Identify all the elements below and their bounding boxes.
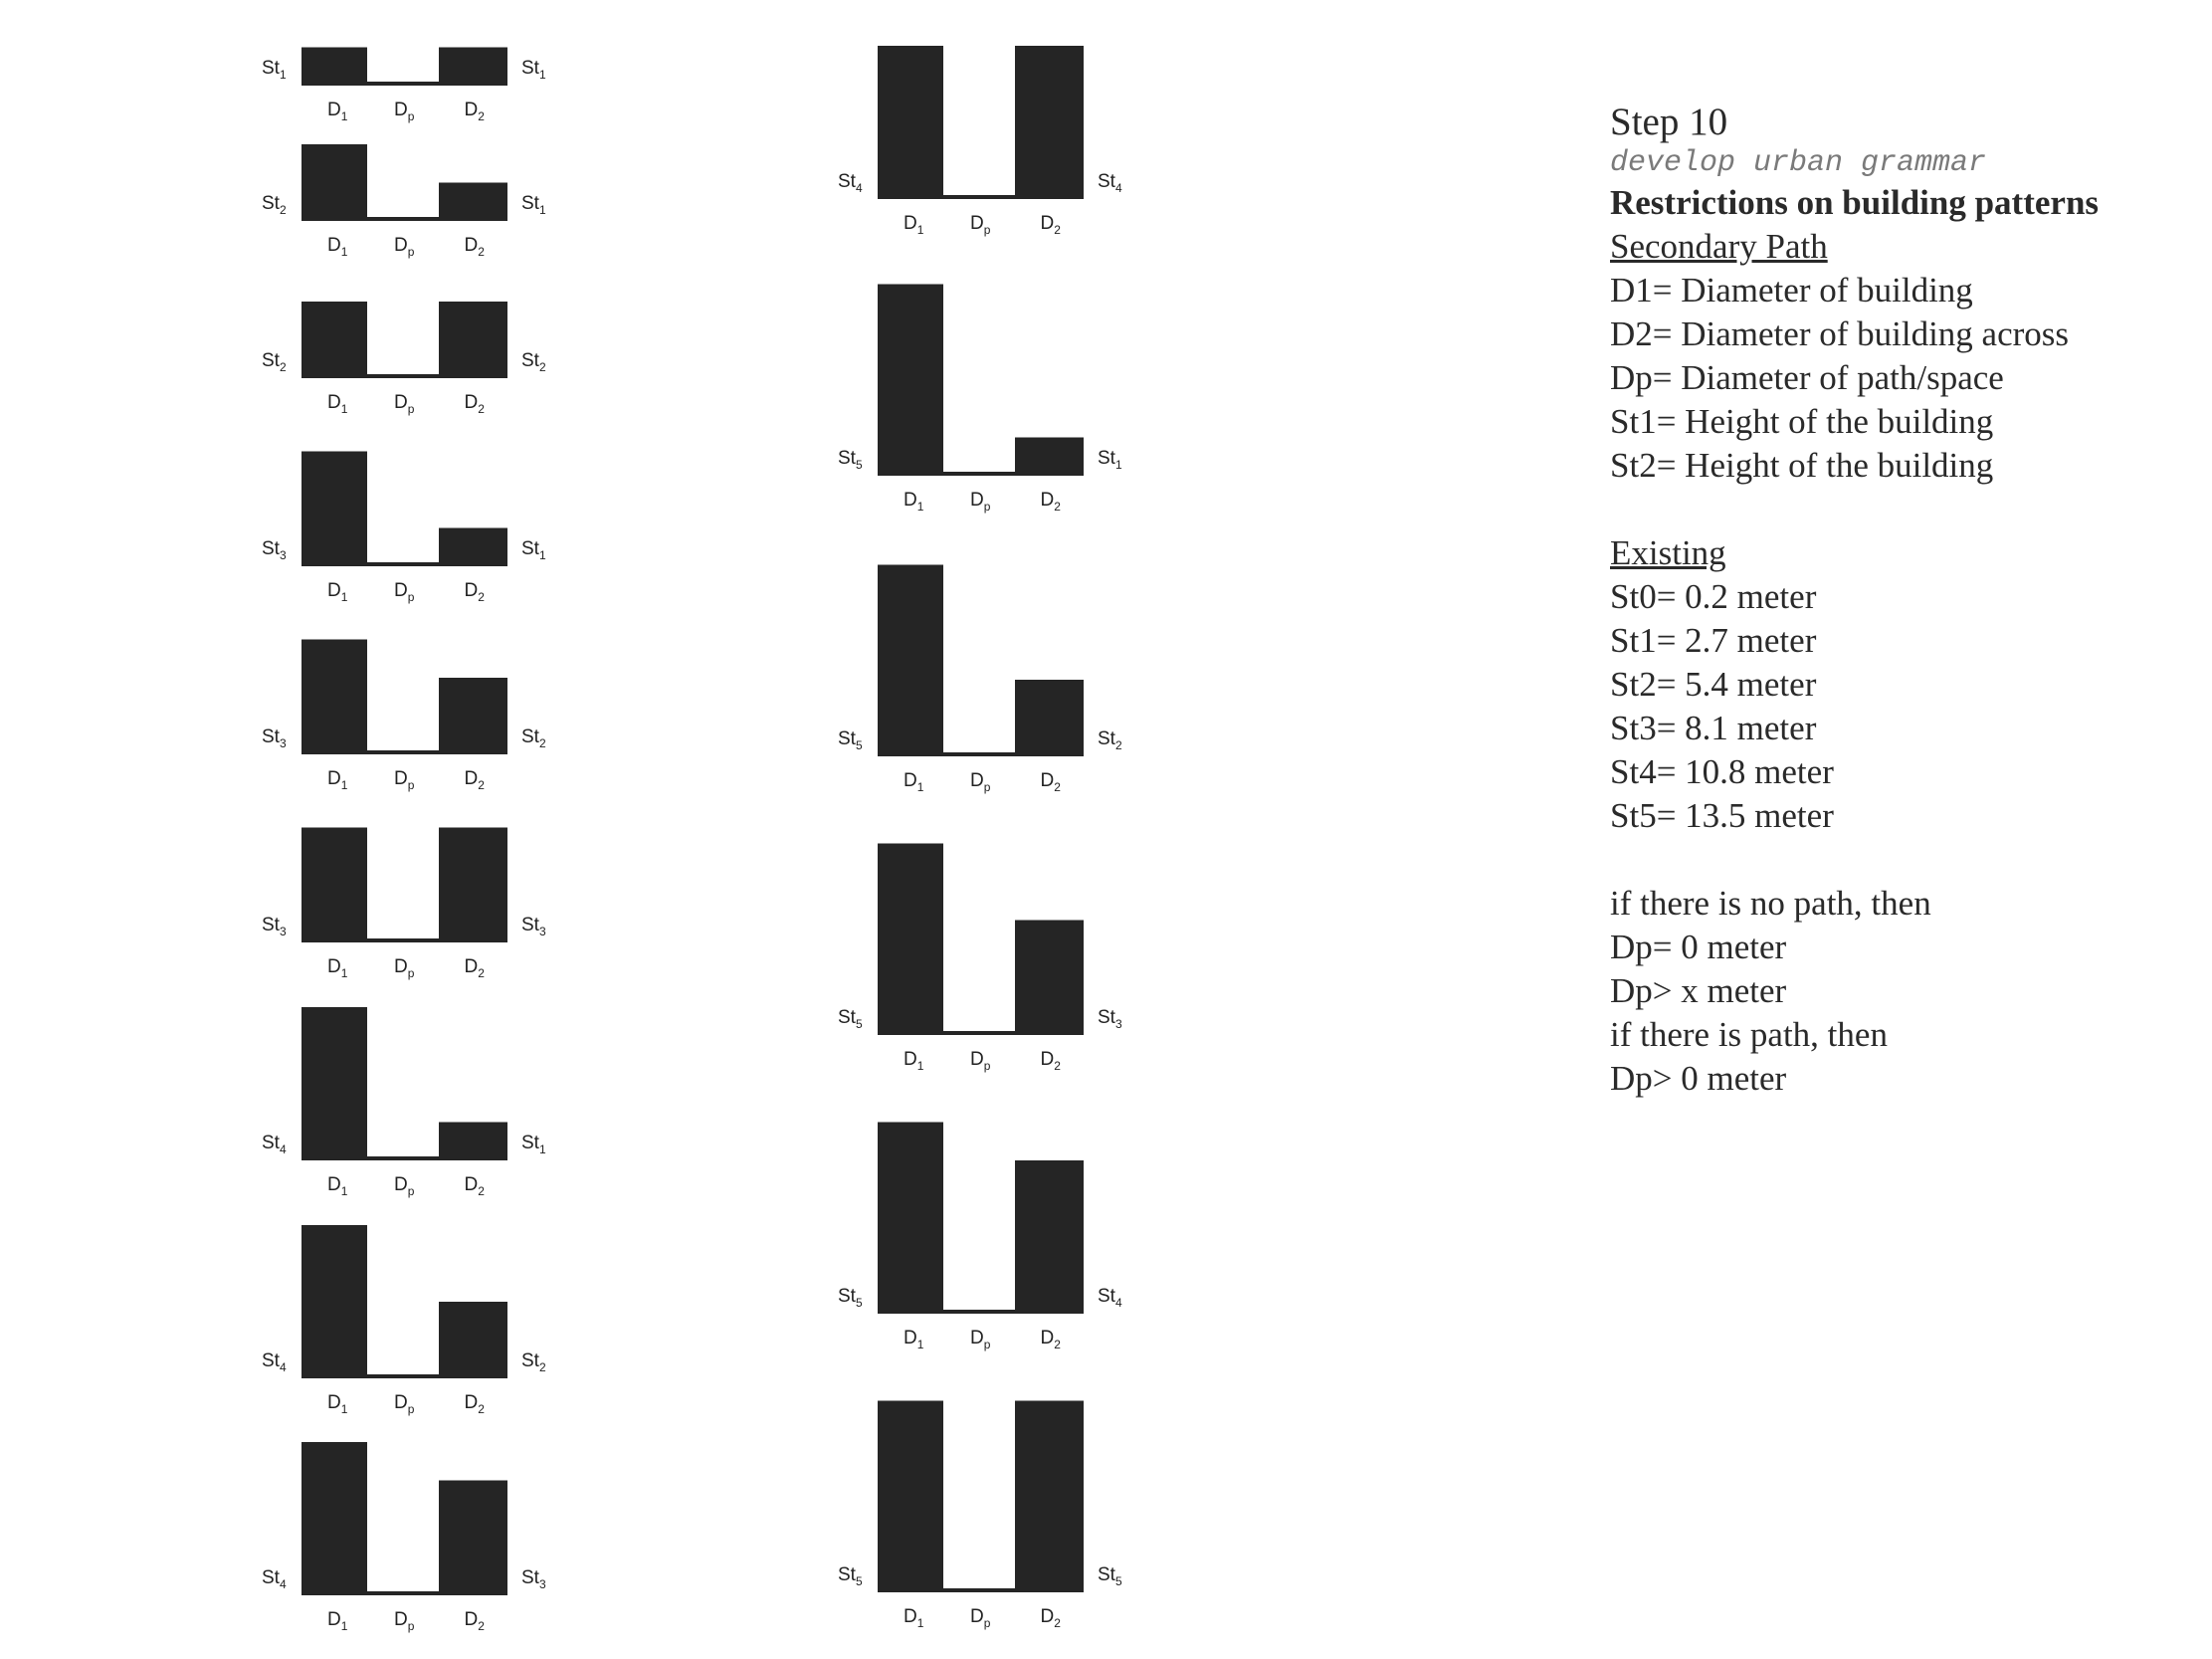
- left-height-label: $St_4$: [838, 171, 863, 195]
- building-pattern: [262, 144, 546, 259]
- left-height-label: $St_3$: [262, 726, 287, 750]
- path-ground: [367, 1374, 439, 1378]
- d2-label: $D_2$: [1040, 1049, 1061, 1073]
- path-ground: [943, 1031, 1015, 1035]
- left-building: [878, 1123, 943, 1315]
- right-building: [439, 828, 507, 943]
- d1-label: $D_1$: [904, 1606, 924, 1630]
- left-building: [302, 1442, 367, 1595]
- dp-label: $D_p$: [394, 956, 415, 980]
- height-line: St2= 5.4 meter: [1610, 665, 1817, 704]
- secondary-path-group: [1610, 225, 2197, 488]
- d2-label: $D_2$: [464, 580, 485, 604]
- d2-label: $D_2$: [1040, 490, 1061, 514]
- building-pattern: [262, 640, 546, 793]
- d1-label: $D_1$: [327, 1392, 348, 1416]
- condition-line: Dp> x meter: [1610, 971, 1787, 1010]
- left-building: [302, 144, 367, 221]
- d1-label: $D_1$: [327, 580, 348, 604]
- dp-label: $D_p$: [970, 490, 991, 514]
- path-ground: [367, 82, 439, 86]
- left-height-label: $St_5$: [838, 448, 863, 472]
- path-ground: [943, 1310, 1015, 1314]
- d1-label: $D_1$: [327, 956, 348, 980]
- left-height-label: $St_2$: [262, 350, 287, 374]
- d1-label: $D_1$: [904, 1049, 924, 1073]
- left-height-label: $St_5$: [838, 1007, 863, 1031]
- building-pattern: [838, 285, 1122, 515]
- left-building: [878, 46, 943, 199]
- dp-label: $D_p$: [394, 1609, 415, 1633]
- left-height-label: $St_5$: [838, 728, 863, 752]
- dp-label: $D_p$: [970, 1606, 991, 1630]
- definition-line: D2= Diameter of building across: [1610, 314, 2070, 353]
- condition-line: if there is no path, then: [1610, 884, 1931, 923]
- path-ground: [943, 472, 1015, 476]
- dp-label: $D_p$: [394, 392, 415, 416]
- right-height-label: $St_1$: [521, 58, 546, 82]
- dp-label: $D_p$: [394, 100, 415, 123]
- d2-label: $D_2$: [1040, 213, 1061, 237]
- left-building: [302, 302, 367, 378]
- left-height-label: $St_5$: [838, 1564, 863, 1588]
- building-pattern: [262, 452, 546, 605]
- path-ground: [367, 938, 439, 942]
- dp-label: $D_p$: [970, 770, 991, 794]
- d2-label: $D_2$: [464, 1392, 485, 1416]
- building-pattern: [838, 565, 1122, 795]
- right-building: [439, 302, 507, 378]
- left-building: [302, 1225, 367, 1378]
- path-ground: [367, 750, 439, 754]
- right-height-label: $St_2$: [521, 350, 546, 374]
- path-ground: [943, 1588, 1015, 1592]
- condition-line: Dp> 0 meter: [1610, 1059, 1787, 1098]
- condition-line: Dp= 0 meter: [1610, 928, 1787, 966]
- right-building: [1015, 921, 1084, 1036]
- right-height-label: $St_2$: [1098, 728, 1122, 752]
- path-ground: [367, 217, 439, 221]
- d1-label: $D_1$: [904, 770, 924, 794]
- d2-label: $D_2$: [464, 392, 485, 416]
- height-line: St1= 2.7 meter: [1610, 621, 1817, 660]
- right-building: [1015, 46, 1084, 199]
- right-building: [1015, 680, 1084, 756]
- left-height-label: $St_4$: [262, 1567, 287, 1591]
- left-building: [878, 565, 943, 757]
- right-building: [1015, 438, 1084, 477]
- height-line: St3= 8.1 meter: [1610, 709, 1817, 747]
- step-title: Step 10: [1610, 101, 1728, 143]
- definition-line: St2= Height of the building: [1610, 446, 1994, 485]
- left-height-label: $St_1$: [262, 58, 287, 82]
- right-building: [1015, 1401, 1084, 1593]
- existing-heading: Existing: [1610, 533, 1726, 572]
- path-ground: [367, 1591, 439, 1595]
- right-height-label: $St_4$: [1098, 171, 1122, 195]
- building-pattern: [262, 1442, 546, 1633]
- building-pattern: [838, 1123, 1122, 1352]
- right-building: [439, 48, 507, 87]
- path-ground: [943, 752, 1015, 756]
- left-building: [878, 844, 943, 1036]
- right-height-label: $St_3$: [521, 915, 546, 938]
- left-height-label: $St_4$: [262, 1350, 287, 1374]
- right-height-label: $St_3$: [1098, 1007, 1122, 1031]
- building-pattern: [262, 1225, 546, 1416]
- d2-label: $D_2$: [464, 235, 485, 259]
- left-building: [878, 285, 943, 477]
- d2-label: $D_2$: [464, 768, 485, 792]
- left-building: [302, 828, 367, 943]
- left-height-label: $St_5$: [838, 1286, 863, 1310]
- left-height-label: $St_3$: [262, 915, 287, 938]
- right-height-label: $St_5$: [1098, 1564, 1122, 1588]
- right-building: [439, 1481, 507, 1596]
- d1-label: $D_1$: [327, 235, 348, 259]
- d1-label: $D_1$: [904, 1328, 924, 1351]
- right-building: [439, 1302, 507, 1378]
- condition-line: if there is path, then: [1610, 1015, 1888, 1054]
- right-building: [439, 1123, 507, 1161]
- building-pattern: [838, 46, 1122, 237]
- left-building: [302, 1007, 367, 1160]
- left-building: [878, 1401, 943, 1593]
- right-height-label: $St_4$: [1098, 1286, 1122, 1310]
- d1-label: $D_1$: [904, 490, 924, 514]
- d1-label: $D_1$: [327, 1174, 348, 1198]
- right-building: [439, 183, 507, 222]
- d1-label: $D_1$: [327, 1609, 348, 1633]
- right-height-label: $St_1$: [521, 1133, 546, 1156]
- dp-label: $D_p$: [970, 1049, 991, 1073]
- building-pattern: [262, 48, 546, 124]
- building-pattern: [838, 1401, 1122, 1631]
- d2-label: $D_2$: [464, 100, 485, 123]
- path-ground: [943, 195, 1015, 199]
- left-height-label: $St_4$: [262, 1133, 287, 1156]
- building-pattern: [262, 302, 546, 416]
- dp-label: $D_p$: [970, 1328, 991, 1351]
- dp-label: $D_p$: [394, 1392, 415, 1416]
- definition-line: St1= Height of the building: [1610, 402, 1994, 441]
- height-line: St4= 10.8 meter: [1610, 752, 1834, 791]
- right-height-label: $St_1$: [521, 193, 546, 217]
- d2-label: $D_2$: [464, 1609, 485, 1633]
- right-building: [439, 678, 507, 754]
- right-building: [439, 528, 507, 567]
- dp-label: $D_p$: [970, 213, 991, 237]
- secondary-path-heading: Secondary Path: [1610, 227, 1828, 266]
- left-building: [302, 452, 367, 567]
- path-ground: [367, 1156, 439, 1160]
- d1-label: $D_1$: [904, 213, 924, 237]
- restrictions-heading: Restrictions on building patterns: [1610, 183, 2100, 222]
- existing-group: [1610, 531, 2197, 838]
- left-height-label: $St_2$: [262, 193, 287, 217]
- dp-label: $D_p$: [394, 235, 415, 259]
- definition-line: Dp= Diameter of path/space: [1610, 358, 2004, 397]
- dp-label: $D_p$: [394, 580, 415, 604]
- left-height-label: $St_3$: [262, 538, 287, 562]
- right-height-label: $St_2$: [521, 726, 546, 750]
- right-height-label: $St_1$: [521, 538, 546, 562]
- d1-label: $D_1$: [327, 768, 348, 792]
- dp-label: $D_p$: [394, 1174, 415, 1198]
- step-subtitle: develop urban grammar: [1610, 146, 1987, 180]
- definition-line: D1= Diameter of building: [1610, 271, 1973, 310]
- height-line: St0= 0.2 meter: [1610, 577, 1817, 616]
- right-height-label: $St_2$: [521, 1350, 546, 1374]
- building-pattern: [838, 844, 1122, 1074]
- right-height-label: $St_3$: [521, 1567, 546, 1591]
- d1-label: $D_1$: [327, 392, 348, 416]
- path-ground: [367, 562, 439, 566]
- right-height-label: $St_1$: [1098, 448, 1122, 472]
- path-ground: [367, 374, 439, 378]
- left-building: [302, 640, 367, 755]
- building-pattern: [262, 1007, 546, 1198]
- height-line: St5= 13.5 meter: [1610, 796, 1834, 835]
- dp-label: $D_p$: [394, 768, 415, 792]
- d2-label: $D_2$: [1040, 1606, 1061, 1630]
- left-building: [302, 48, 367, 87]
- d2-label: $D_2$: [464, 956, 485, 980]
- d2-label: $D_2$: [1040, 770, 1061, 794]
- right-building: [1015, 1160, 1084, 1314]
- d1-label: $D_1$: [327, 100, 348, 123]
- restrictions-panel: [1610, 100, 2197, 1144]
- building-pattern: [262, 828, 546, 981]
- d2-label: $D_2$: [1040, 1328, 1061, 1351]
- d2-label: $D_2$: [464, 1174, 485, 1198]
- path-conditions-group: [1610, 882, 2197, 1101]
